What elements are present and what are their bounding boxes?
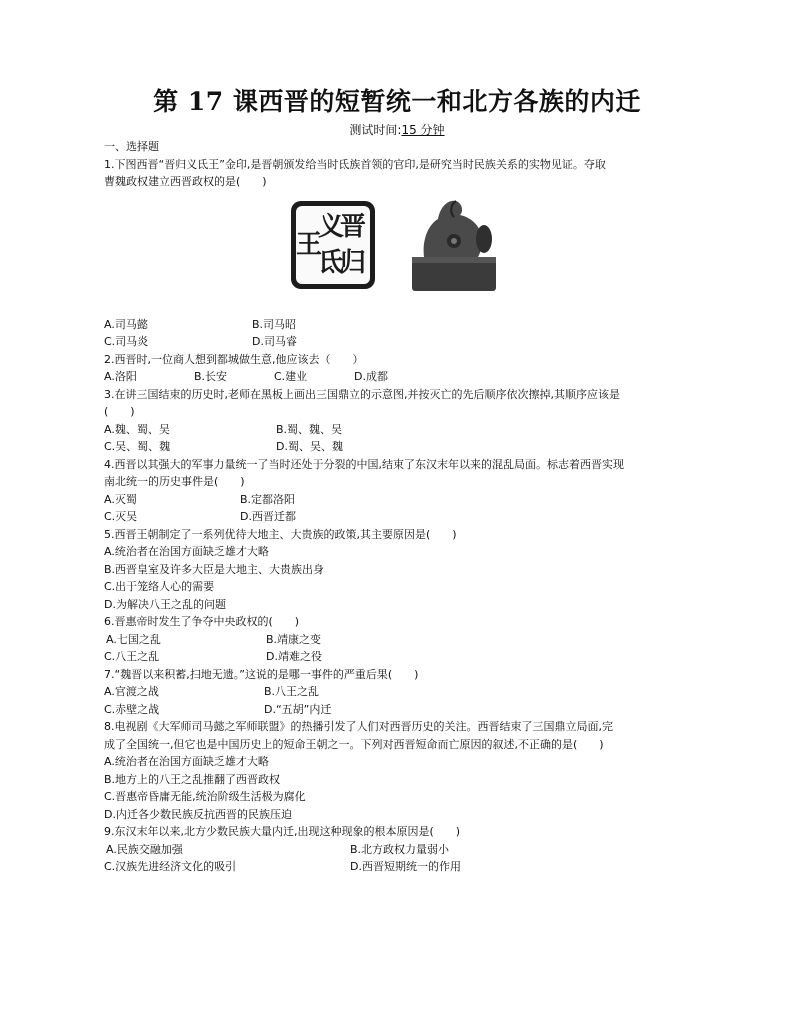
q1-option-c[interactable]: C.司马炎 — [104, 335, 149, 348]
q8-option-d[interactable]: D.内迁各少数民族反抗西晋的民族压迫 — [104, 807, 292, 821]
q9-option-d[interactable]: D.西晋短期统一的作用 — [350, 860, 461, 873]
q3-option-d[interactable]: D.蜀、吴、魏 — [276, 440, 343, 453]
question-9-stem: 9.东汉末年以来,北方少数民族大量内迁,出现这种现象的根本原因是( ) — [104, 825, 461, 838]
question-8-stem: 8.电视剧《大军师司马懿之军师联盟》的热播引发了人们对西晋历史的关注。西晋结束了三国鼎立局面,完 — [104, 720, 613, 733]
q4-option-d[interactable]: D.西晋迁都 — [240, 510, 296, 523]
page-title: 第 17 课西晋的短暂统一和北方各族的内迁 — [153, 87, 641, 116]
seal-character: 王 — [295, 229, 323, 260]
q2-option-d[interactable]: D.成都 — [354, 370, 388, 383]
question-1-stem: 1.下图西晋“晋归义氐王”金印,是晋朝颁发给当时氐族首领的官印,是研究当时民族关系的实物见证。夺取 — [104, 157, 606, 171]
q4-option-b[interactable]: B.定都洛阳 — [240, 492, 296, 506]
question-4-options-2 — [104, 508, 692, 526]
q1-option-b[interactable]: B.司马昭 — [252, 317, 297, 331]
question-9-options-2 — [104, 858, 692, 876]
q8-option-a[interactable]: A.统治者在治国方面缺乏雄才大略 — [104, 755, 269, 768]
question-1-figure — [104, 195, 692, 310]
seal-impression-icon — [289, 199, 377, 291]
test-time — [0, 121, 794, 138]
q1-option-d[interactable]: D.司马睿 — [252, 335, 297, 348]
seal-character: 晋 — [339, 211, 367, 242]
q6-option-b[interactable]: B.靖康之变 — [266, 632, 322, 646]
question-4-options — [104, 491, 692, 509]
q9-option-b[interactable]: B.北方政权力量弱小 — [350, 842, 450, 856]
seal-character: 归 — [339, 247, 367, 278]
question-7-options — [104, 683, 692, 701]
q8-option-b[interactable]: B.地方上的八王之乱推翻了西晋政权 — [104, 772, 281, 786]
q4-option-a[interactable]: A.灭蜀 — [104, 492, 137, 506]
question-2-options — [104, 368, 692, 386]
q3-option-c[interactable]: C.吴、蜀、魏 — [104, 440, 171, 453]
question-1-options — [104, 316, 692, 334]
question-4-stem-cont: 南北统一的历史事件是( ) — [104, 475, 245, 488]
question-9-options — [104, 841, 692, 859]
seal-character: 氐 — [317, 247, 345, 278]
question-6-options-2 — [104, 648, 692, 666]
question-3-stem-cont: ( ) — [104, 405, 135, 418]
question-2-stem: 2.西晋时,一位商人想到都城做生意,他应该去（ ） — [104, 352, 364, 366]
question-8-stem-cont: 成了全国统一,但它也是中国历史上的短命王朝之一。下列对西晋短命而亡原因的叙述,不正确的是( ) — [104, 737, 604, 751]
q9-option-c[interactable]: C.汉族先进经济文化的吸引 — [104, 860, 237, 873]
q5-option-d[interactable]: D.为解决八王之乱的问题 — [104, 597, 226, 611]
q5-option-c[interactable]: C.出于笼络人心的需要 — [104, 580, 215, 593]
q2-option-b[interactable]: B.长安 — [194, 370, 228, 383]
bronze-seal-icon — [404, 195, 504, 295]
q3-option-b[interactable]: B.蜀、魏、吴 — [276, 422, 343, 436]
q7-option-d[interactable]: D.“五胡”内迁 — [264, 702, 332, 716]
q4-option-c[interactable]: C.灭吴 — [104, 510, 138, 523]
q6-option-a[interactable]: A.七国之乱 — [106, 632, 161, 646]
test-time-label: 测试时间: — [349, 123, 402, 137]
q9-option-a[interactable]: A.民族交融加强 — [106, 842, 183, 856]
seal-character: 义 — [317, 211, 345, 242]
q2-option-c[interactable]: C.建业 — [274, 370, 308, 383]
question-4-stem: 4.西晋以其强大的军事力量统一了当时还处于分裂的中国,结束了东汉末年以来的混乱局面。标志着西晋实现 — [104, 457, 624, 471]
question-6-options — [104, 631, 692, 649]
question-3-options-2 — [104, 438, 692, 456]
question-7-stem: 7.“魏晋以来积蓄,扫地无遗。”这说的是哪一事件的严重后果( ) — [104, 667, 419, 681]
question-7-options-2 — [104, 701, 692, 719]
q6-option-d[interactable]: D.靖难之役 — [266, 650, 322, 663]
q5-option-b[interactable]: B.西晋皇室及许多大臣是大地主、大贵族出身 — [104, 562, 325, 576]
section-heading: 一、选择题 — [104, 140, 159, 153]
question-5-stem: 5.西晋王朝制定了一系列优待大地主、大贵族的政策,其主要原因是( ) — [104, 527, 457, 541]
q5-option-a[interactable]: A.统治者在治国方面缺乏雄才大略 — [104, 545, 269, 558]
q8-option-c[interactable]: C.晋惠帝昏庸无能,统治阶级生活极为腐化 — [104, 790, 306, 803]
q3-option-a[interactable]: A.魏、蜀、吴 — [104, 422, 170, 436]
question-1-options-2 — [104, 333, 692, 351]
test-time-value: 15 分钟 — [401, 123, 445, 137]
q2-option-a[interactable]: A.洛阳 — [104, 370, 137, 383]
question-3-options — [104, 421, 692, 439]
q7-option-b[interactable]: B.八王之乱 — [264, 685, 320, 698]
q7-option-c[interactable]: C.赤壁之战 — [104, 702, 160, 716]
q7-option-a[interactable]: A.官渡之战 — [104, 685, 159, 698]
q1-option-a[interactable]: A.司马懿 — [104, 317, 148, 331]
question-list — [104, 138, 692, 876]
question-6-stem: 6.晋惠帝时发生了争夺中央政权的( ) — [104, 615, 300, 628]
question-1-stem-cont: 曹魏政权建立西晋政权的是( ) — [104, 175, 267, 188]
q6-option-c[interactable]: C.八王之乱 — [104, 650, 160, 663]
question-3-stem: 3.在讲三国结束的历史时,老师在黑板上画出三国鼎立的示意图,并按灭亡的先后顺序依次擦掉,其顺序应该是 — [104, 387, 620, 401]
